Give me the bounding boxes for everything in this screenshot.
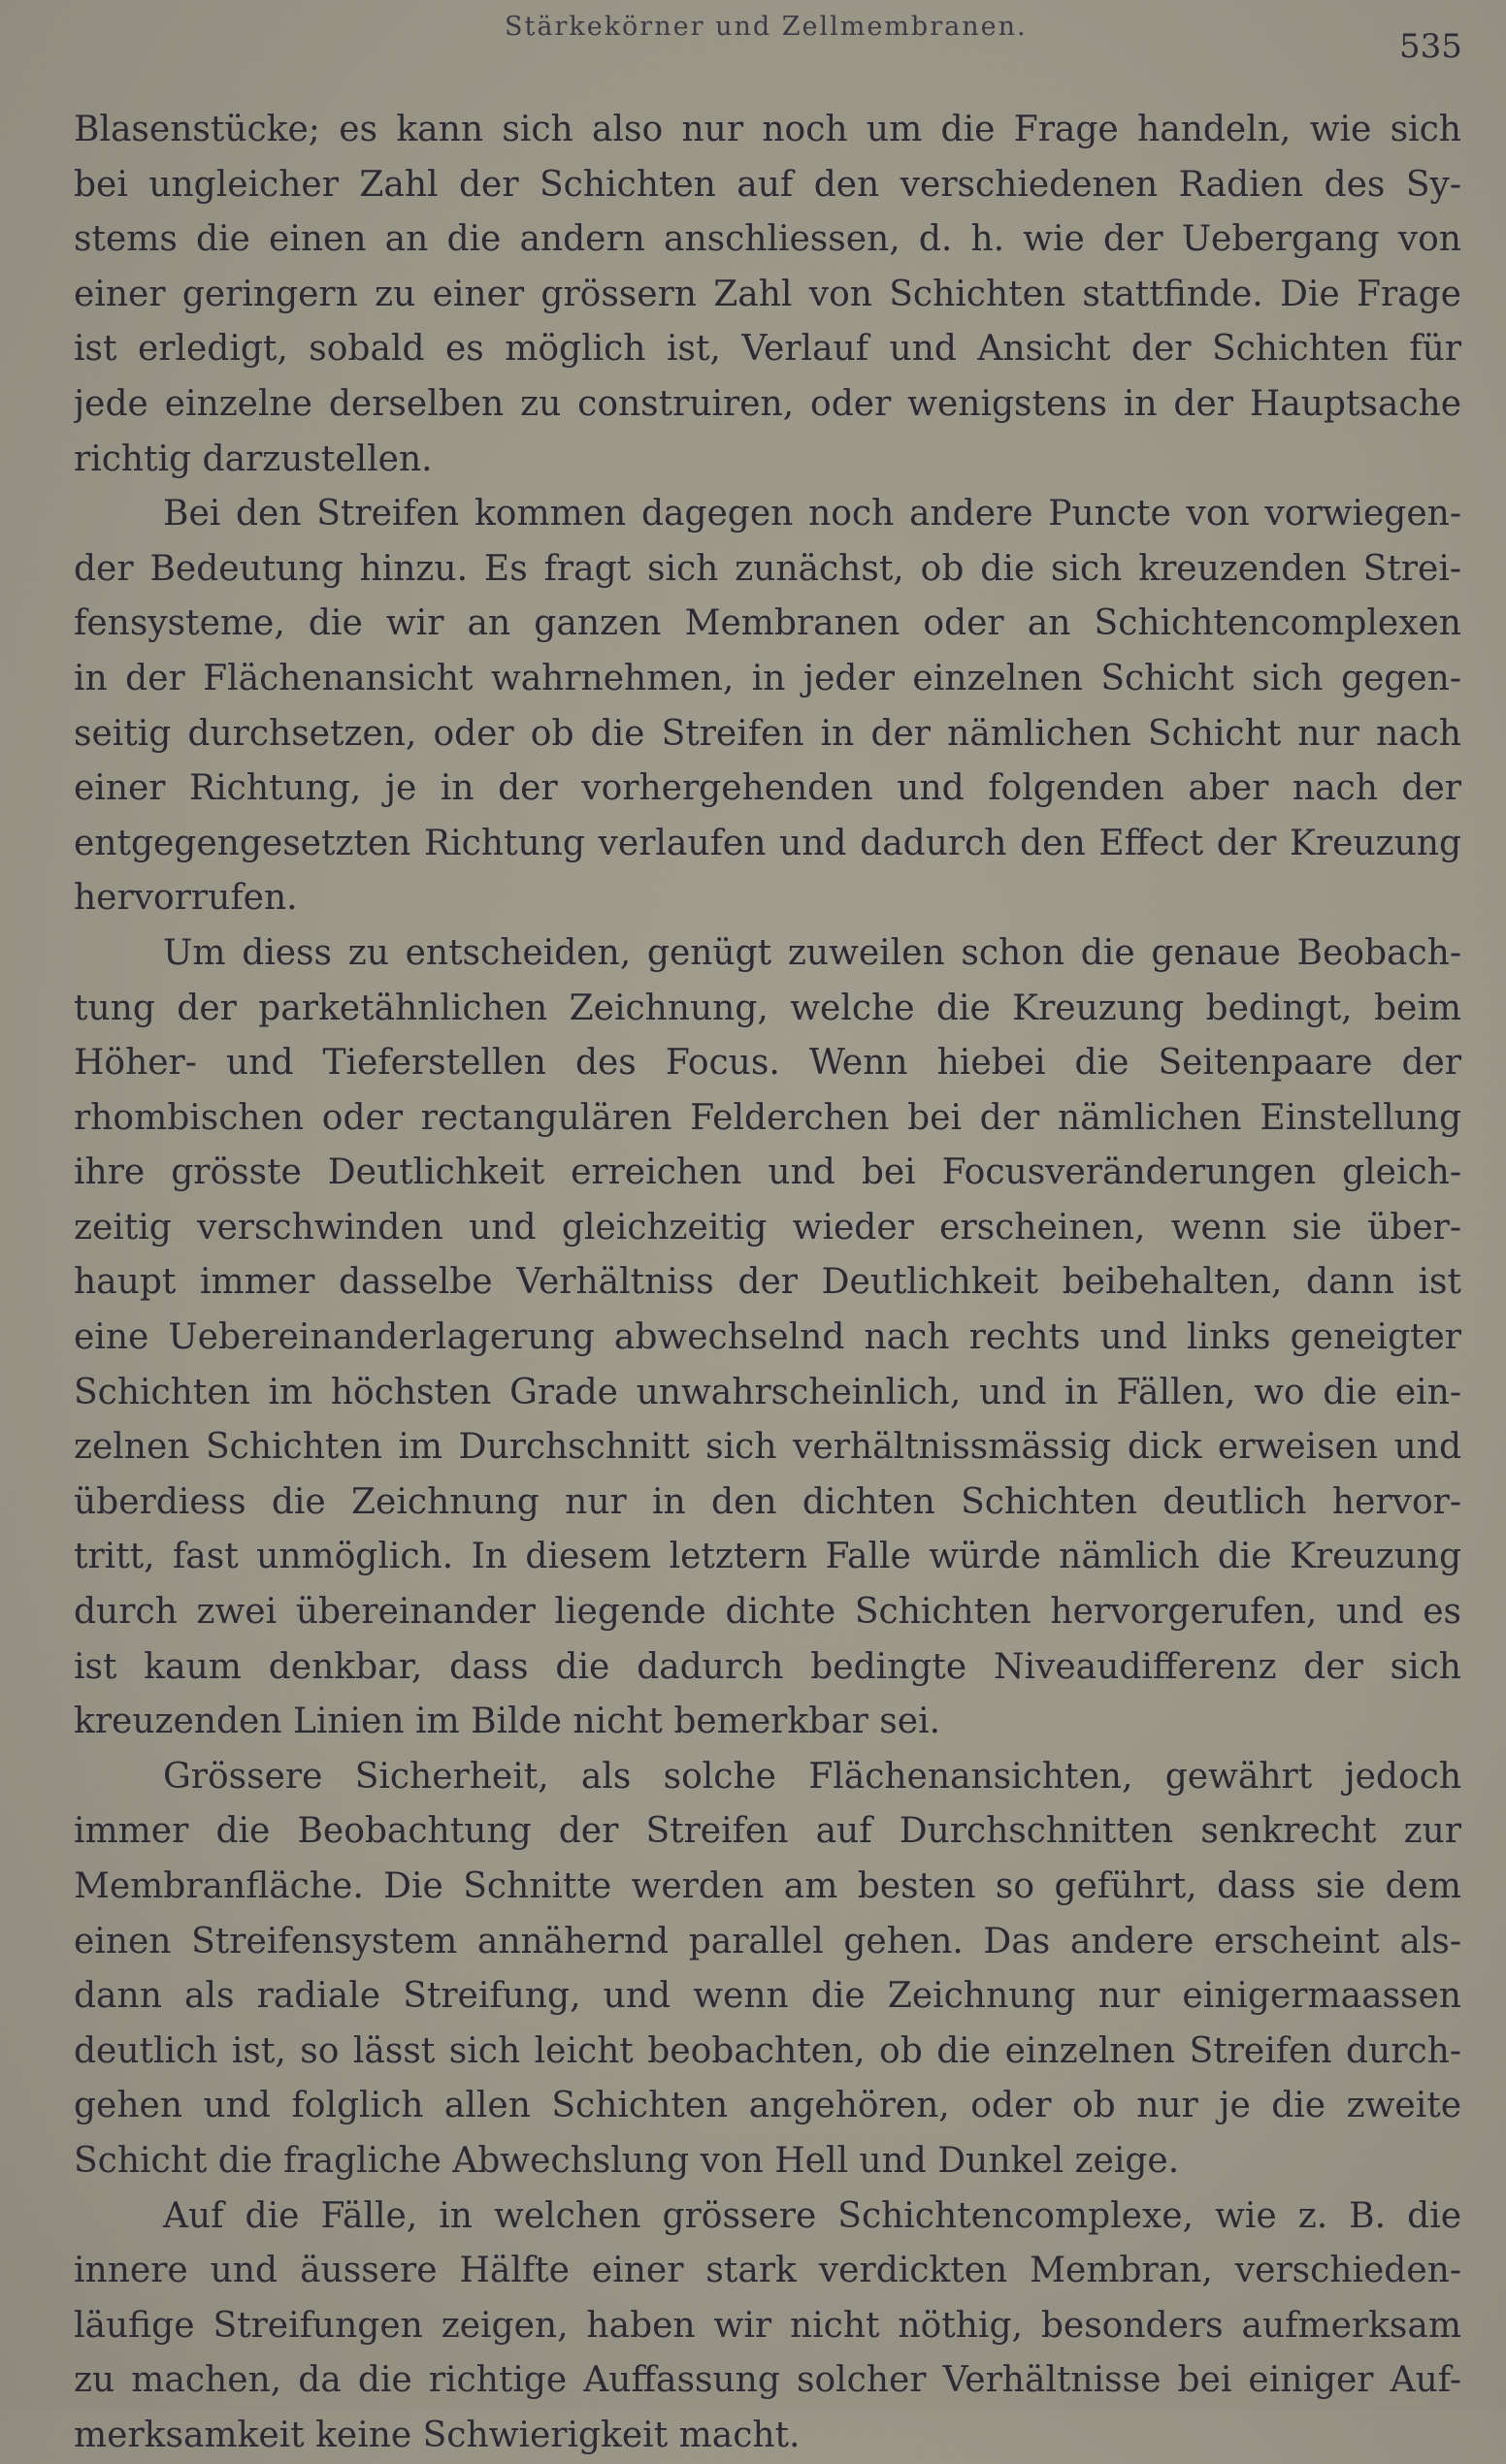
text-line: immer die Beobachtung der Streifen auf Durchschnitten senkrecht zur: [74, 1811, 1461, 1852]
paragraph-1: [74, 103, 1461, 487]
text-line: Grössere Sicherheit, als solche Flächenansichten, gewährt jedoch: [163, 1756, 1461, 1797]
text-line: Schicht die fragliche Abwechslung von Hell und Dunkel zeige.: [74, 2140, 1180, 2181]
text-line: einer geringern zu einer grössern Zahl von Schichten stattfinde. Die Frage: [74, 274, 1461, 314]
text-line: ist kaum denkbar, dass die dadurch bedingte Niveaudifferenz der sich: [74, 1646, 1461, 1687]
text-line: entgegengesetzten Richtung verlaufen und dadurch den Effect der Kreuzung: [74, 823, 1461, 863]
text-line: läufige Streifungen zeigen, haben wir nicht nöthig, besonders aufmerksam: [74, 2305, 1461, 2346]
text-line: merksamkeit keine Schwierigkeit macht.: [74, 2415, 801, 2455]
text-line: kreuzenden Linien im Bilde nicht bemerkbar sei.: [74, 1702, 941, 1742]
text-line: zelnen Schichten im Durchschnitt sich verhältnissmässig dick erweisen und: [74, 1427, 1461, 1468]
text-line: einen Streifensystem annähernd parallel gehen. Das andere erscheint als-: [74, 1921, 1461, 1961]
running-title: Stärkekörner und Zellmembranen.: [505, 12, 1028, 42]
text-line: zu machen, da die richtige Auffassung solcher Verhältnisse bei einiger Auf-: [74, 2360, 1461, 2401]
text-line: durch zwei übereinander liegende dichte Schichten hervorgerufen, und es: [74, 1592, 1461, 1633]
text-line: dann als radiale Streifung, und wenn die Zeichnung nur einigermaassen: [74, 1976, 1461, 2017]
text-line: Um diess zu entscheiden, genügt zuweilen schon die genaue Beobach-: [163, 932, 1461, 973]
text-line: hervorrufen.: [74, 878, 298, 919]
text-line: jede einzelne derselben zu construiren, oder wenigstens in der Hauptsache: [74, 383, 1461, 424]
text-line: ihre grösste Deutlichkeit erreichen und bei Focusveränderungen gleich-: [74, 1152, 1461, 1193]
text-line: richtig darzustellen.: [74, 438, 433, 479]
paragraph-4: [74, 1750, 1461, 2189]
body-text: [74, 103, 1461, 2464]
text-line: Schichten im höchsten Grade unwahrscheinlich, und in Fällen, wo die ein-: [74, 1372, 1461, 1412]
text-line: fensysteme, die wir an ganzen Membranen oder an Schichtencomplexen: [74, 603, 1461, 644]
text-line: stems die einen an die andern anschliessen, d. h. wie der Uebergang von: [74, 219, 1461, 260]
text-line: Auf die Fälle, in welchen grössere Schichtencomplexe, wie z. B. die: [163, 2195, 1461, 2236]
paragraph-2: [74, 487, 1461, 926]
text-line: der Bedeutung hinzu. Es fragt sich zunächst, ob die sich kreuzenden Strei-: [74, 548, 1461, 589]
text-line: einer Richtung, je in der vorhergehenden und folgenden aber nach der: [74, 768, 1461, 809]
text-line: bei ungleicher Zahl der Schichten auf den verschiedenen Radien des Sy-: [74, 164, 1461, 205]
text-line: seitig durchsetzen, oder ob die Streifen in der nämlichen Schicht nur nach: [74, 713, 1461, 754]
text-line: innere und äussere Hälfte einer stark verdickten Membran, verschieden-: [74, 2251, 1461, 2291]
text-line: tung der parketähnlichen Zeichnung, welche die Kreuzung bedingt, beim: [74, 988, 1461, 1028]
text-line: eine Uebereinanderlagerung abwechselnd nach rechts und links geneigter: [74, 1317, 1461, 1358]
text-line: Höher- und Tieferstellen des Focus. Wenn hiebei die Seitenpaare der: [74, 1043, 1461, 1084]
text-line: deutlich ist, so lässt sich leicht beobachten, ob die einzelnen Streifen durch-: [74, 2030, 1461, 2071]
text-line: Blasenstücke; es kann sich also nur noch um die Frage handeln, wie sich: [74, 110, 1461, 149]
text-line: Bei den Streifen kommen dagegen noch andere Puncte von vorwiegen-: [163, 494, 1461, 535]
text-line: ist erledigt, sobald es möglich ist, Verlauf und Ansicht der Schichten für: [74, 329, 1461, 370]
paragraph-5: [74, 2189, 1461, 2464]
text-line: zeitig verschwinden und gleichzeitig wieder erscheinen, wenn sie über-: [74, 1207, 1461, 1248]
text-line: gehen und folglich allen Schichten angehören, oder ob nur je die zweite: [74, 2086, 1461, 2126]
paragraph-3: [74, 926, 1461, 1750]
text-line: haupt immer dasselbe Verhältniss der Deutlichkeit beibehalten, dann ist: [74, 1262, 1461, 1303]
text-line: Membranfläche. Die Schnitte werden am besten so geführt, dass sie dem: [74, 1866, 1461, 1906]
text-line: in der Flächenansicht wahrnehmen, in jeder einzelnen Schicht sich gegen-: [74, 658, 1461, 698]
text-line: rhombischen oder rectangulären Felderchen bei der nämlichen Einstellung: [74, 1097, 1461, 1138]
text-line: überdiess die Zeichnung nur in den dichten Schichten deutlich hervor-: [74, 1481, 1461, 1522]
running-head: [0, 8, 1506, 66]
text-line: tritt, fast unmöglich. In diesem letztern Falle würde nämlich die Kreuzung: [74, 1537, 1461, 1577]
page-number: 535: [1399, 27, 1462, 66]
